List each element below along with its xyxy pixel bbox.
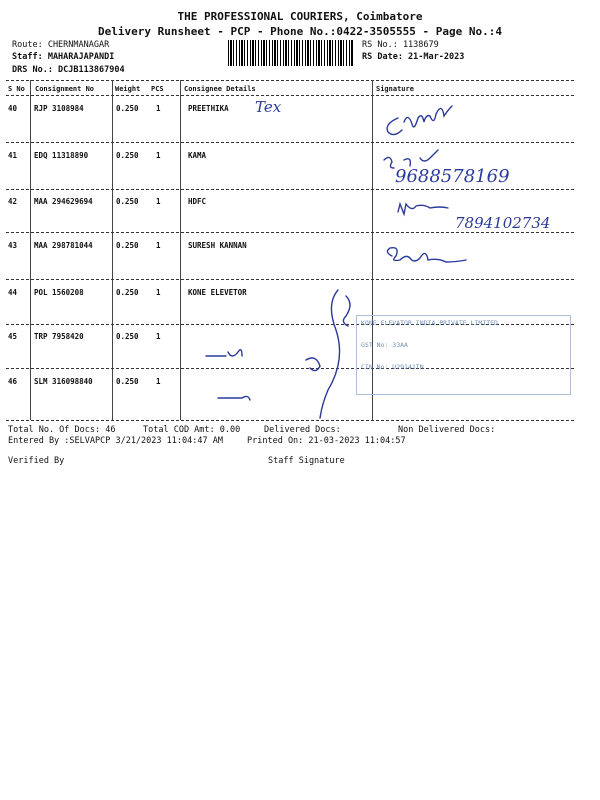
column-header-consignment: Consignment No — [35, 85, 95, 93]
row-weight: 0.250 — [116, 151, 139, 160]
delivered-docs: Delivered Docs: — [264, 425, 341, 435]
column-header-pcs: PCS — [151, 85, 164, 93]
row-consignee: SURESH KANNAN — [188, 241, 247, 250]
row-consignment: MAA 298781044 — [34, 241, 93, 250]
row-pcs: 1 — [156, 197, 161, 206]
column-header-consignee: Consignee Details — [184, 85, 256, 93]
row-consignment: RJP 3108984 — [34, 104, 84, 113]
printed-on: Printed On: 21-03-2023 11:04:57 — [247, 436, 406, 446]
total-cod: Total COD Amt: 0.00 — [143, 425, 241, 435]
non-delivered-docs: Non Delivered Docs: — [398, 425, 496, 435]
row-pcs: 1 — [156, 332, 161, 341]
row-pcs: 1 — [156, 151, 161, 160]
row-consignment: MAA 294629694 — [34, 197, 93, 206]
row-sno: 40 — [8, 104, 18, 113]
company-stamp: KONE ELEVATOR INDIA PRIVATE LIMITED GST No: 33AA CIN No: U29141TN — [356, 315, 571, 395]
row-consignment: POL 1560208 — [34, 288, 84, 297]
row-pcs: 1 — [156, 288, 161, 297]
handwritten-note: Tex — [255, 98, 282, 116]
row-sno: 41 — [8, 151, 18, 160]
entered-by: Entered By :SELVAPCP 3/21/2023 11:04:47 AM — [8, 436, 223, 446]
handwritten-phone: 7894102734 — [455, 214, 551, 232]
row-consignee: PREETHIKA — [188, 104, 229, 113]
row-pcs: 1 — [156, 377, 161, 386]
total-docs: Total No. Of Docs: 46 — [8, 425, 116, 435]
column-header-signature: Signature — [376, 85, 414, 93]
row-weight: 0.250 — [116, 104, 139, 113]
row-pcs: 1 — [156, 241, 161, 250]
rs-number: RS No.: 1138679 — [362, 40, 439, 50]
column-header-sno: S No — [8, 85, 25, 93]
row-sno: 42 — [8, 197, 18, 206]
row-consignment: EDQ 11318890 — [34, 151, 89, 160]
verified-by: Verified By — [8, 456, 65, 466]
row-sno: 43 — [8, 241, 18, 250]
row-sno: 46 — [8, 377, 18, 386]
company-title: THE PROFESSIONAL COURIERS, Coimbatore — [177, 10, 423, 23]
row-consignee: KAMA — [188, 151, 207, 160]
drs-number: DRS No.: DCJB113867904 — [12, 65, 125, 75]
row-consignee: KONE ELEVETOR — [188, 288, 247, 297]
row-consignment: TRP 7958420 — [34, 332, 84, 341]
row-sno: 45 — [8, 332, 18, 341]
row-weight: 0.250 — [116, 241, 139, 250]
row-sno: 44 — [8, 288, 18, 297]
handwritten-phone: 9688578169 — [395, 166, 510, 187]
row-weight: 0.250 — [116, 197, 139, 206]
row-consignment: SLM 316098840 — [34, 377, 93, 386]
rs-date: RS Date: 21-Mar-2023 — [362, 52, 465, 62]
runsheet-title: Delivery Runsheet - PCP - Phone No.:0422-3505555 - Page No.:4 — [98, 25, 502, 38]
row-weight: 0.250 — [116, 332, 139, 341]
column-header-weight: Weight — [115, 85, 141, 93]
staff-label: Staff: MAHARAJAPANDI — [12, 52, 115, 62]
route-label: Route: CHERNMANAGAR — [12, 40, 110, 50]
row-weight: 0.250 — [116, 288, 139, 297]
row-weight: 0.250 — [116, 377, 139, 386]
staff-signature: Staff Signature — [268, 456, 345, 466]
row-consignee: HDFC — [188, 197, 207, 206]
row-pcs: 1 — [156, 104, 161, 113]
